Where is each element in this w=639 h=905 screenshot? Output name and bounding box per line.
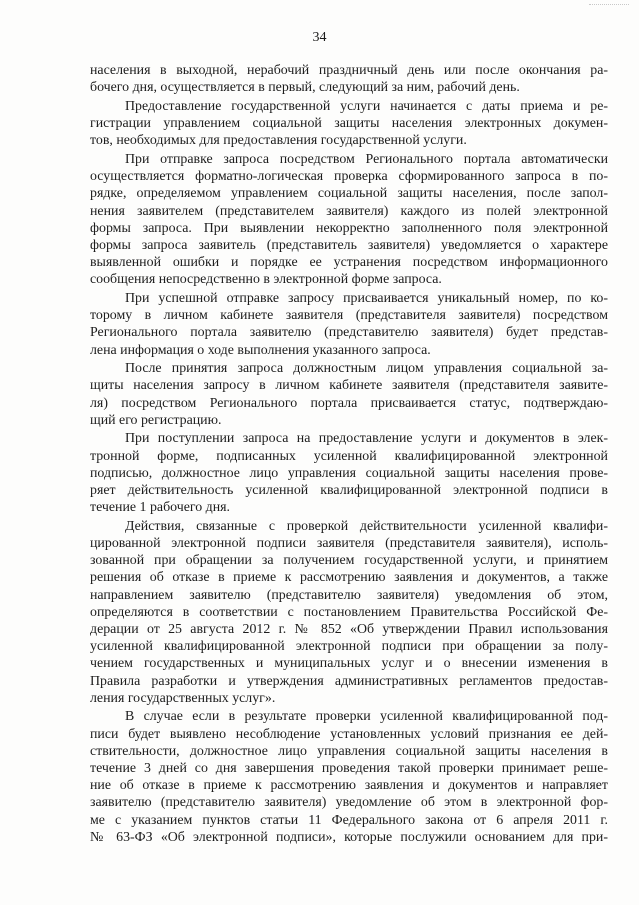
text-line: зованной при обращении за получением государственной услуги, и принятием — [90, 553, 608, 569]
text-line: течение 1 рабочего дня. — [90, 500, 231, 516]
text-line: заявителю (представителю заявителя) уведомление об этом в электронной фор- — [90, 795, 608, 811]
text-line: течение 3 дней со дня завершения проведения такой проверки принимает реше- — [90, 761, 608, 776]
text-line: тронной форме, подписанных усиленной квалифицированной электронной — [90, 448, 608, 464]
text-line: ние об отказе в приеме к рассмотрению заявления и документов и направляет — [90, 778, 608, 794]
text-line: щиты населения запросу в личном кабинете заявителя (представителя заявите- — [90, 378, 608, 394]
text-line: нения заявителем (представителем заявителя) каждого из полей электронной — [90, 203, 608, 219]
text-line: формы запроса заявитель (представитель заявителя) уведомляется о характере — [90, 237, 608, 253]
text-line: лена информация о ходе выполнения указанного запроса. — [90, 342, 431, 358]
text-line: цированной электронной подписи заявителя (представителя заявителя), исполь- — [90, 536, 608, 552]
text-line: тов, необходимых для предоставления государственной услуги. — [90, 133, 467, 149]
text-line: сообщения непосредственно в электронной форме запроса. — [90, 272, 442, 288]
text-line: определяются в соответствии с постановлением Правительства Российской Фе- — [90, 604, 608, 620]
text-line: гистрации управлением социальной защиты населения электронных докумен- — [90, 116, 608, 132]
text-line: писи будет выявлено несоблюдение установленных условий признания ее дей- — [90, 726, 608, 742]
text-line: торому в личном кабинете заявителя (представителя заявителя) посредством — [90, 308, 608, 324]
text-line: Действия, связанные с проверкой действительности усиленной квалифи- — [125, 518, 608, 534]
text-line: № 63-ФЗ «Об электронной подписи», которые послужили основанием для при- — [90, 829, 608, 845]
text-line: рядке, определяемом управлением социальной защиты населения, после запол- — [90, 186, 608, 202]
text-line: ления государственных услуг». — [90, 690, 276, 706]
page-number: 34 — [312, 30, 327, 45]
text-line: щий его регистрацию. — [90, 412, 222, 428]
text-line: чением государственных и муниципальных услуг и о внесении изменения в — [90, 656, 608, 672]
text-line: формы запроса. При выявлении некорректно заполненного поля электронной — [90, 220, 608, 236]
text-line: решения об отказе в приеме к рассмотрению заявления и документов, а также — [90, 570, 608, 586]
text-line: ме с указанием пунктов статьи 11 Федерального закона от 6 апреля 2011 г. — [90, 812, 608, 828]
text-line: направлением заявителю (представителю заявителя) уведомления об этом, — [90, 587, 608, 603]
text-line: Правила разработки и утверждения административных регламентов предостав- — [90, 673, 608, 689]
text-line: усиленной квалифицированной электронной подписи при обращении за полу- — [90, 639, 608, 655]
text-line: При успешной отправке запросу присваивается уникальный номер, по ко- — [125, 290, 608, 306]
text-line: подписью, должностное лицо управления социальной защиты населения прове- — [90, 465, 608, 481]
text-line: При отправке запроса посредством Регионального портала автоматически — [125, 151, 608, 167]
text-line: При поступлении запроса на предоставление услуги и документов в элек- — [125, 431, 608, 447]
text-line: ряет действительность усиленной квалифицированной электронной подписи в — [90, 483, 608, 498]
scan-artifact — [589, 4, 629, 7]
body-text — [90, 62, 608, 846]
text-line: выявленной ошибки и порядке ее устранения посредством информационного — [90, 255, 608, 271]
text-line: бочего дня, осуществляется в первый, следующий за ним, рабочий день. — [90, 80, 520, 96]
text-line: осуществляется форматно-логическая проверка сформированного запроса в по- — [90, 169, 608, 185]
text-line: После принятия запроса должностным лицом управления социальной за- — [125, 361, 608, 377]
text-line: В случае если в результате проверки усиленной квалифицированной под- — [125, 709, 608, 725]
text-line: Регионального портала заявителю (представителю заявителя) будет представ- — [90, 325, 608, 341]
text-line: населения в выходной, нерабочий праздничный день или после окончания ра- — [90, 63, 608, 78]
text-line: ля) посредством Регионального портала присваивается статус, подтверждаю- — [90, 395, 608, 411]
text-line: ствительности, должностное лицо управления социальной защиты населения в — [90, 743, 608, 759]
text-line: Предоставление государственной услуги начинается с даты приема и ре- — [125, 98, 608, 114]
text-line: дерации от 25 августа 2012 г. № 852 «Об утверждении Правил использования — [90, 622, 608, 637]
